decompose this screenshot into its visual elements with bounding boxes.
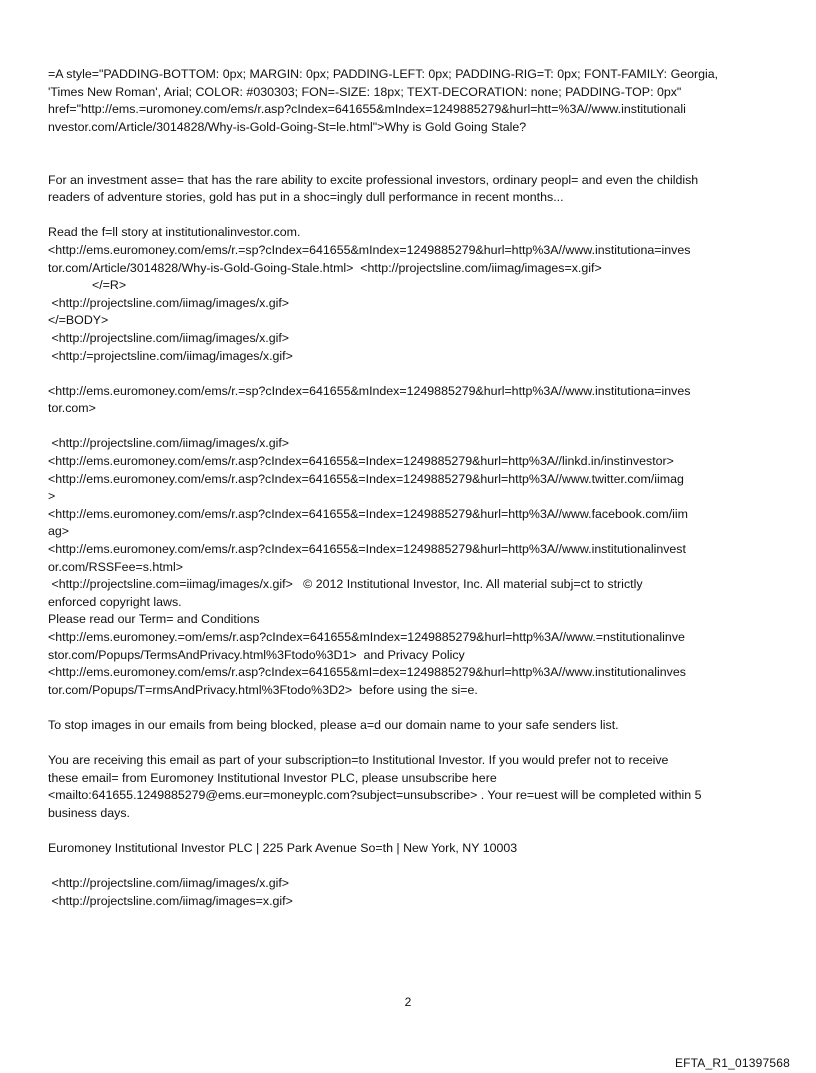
- text-line: these email= from Euromoney Institutional Investor PLC, please unsubscribe here: [48, 770, 497, 785]
- text-line: For an investment asse= that has the rare ability to excite professional investors, ordinary peopl= and even the childish: [48, 172, 699, 187]
- text-line: <http://projectsline.com=iimag/images/x.gif> © 2012 Institutional Investor, Inc. All material subj=ct to strictly: [48, 577, 643, 592]
- text-line: =A style="PADDING-BOTTOM: 0px; MARGIN: 0px; PADDING-LEFT: 0px; PADDING-RIG=T: 0px; FONT-FAMILY: Georgia,: [48, 67, 719, 81]
- text-line: To stop images in our emails from being blocked, please a=d our domain name to your safe senders list.: [48, 717, 619, 732]
- text-line: enforced copyright laws.: [48, 594, 182, 609]
- text-line: readers of adventure stories, gold has put in a shoc=ingly dull performance in recent months...: [48, 190, 564, 205]
- text-line: <http://ems.euromoney.com/ems/r.asp?cIndex=641655&=Index=1249885279&hurl=http%3A//linkd.in/instinvestor>: [48, 454, 674, 469]
- text-line: You are receiving this email as part of your subscription=to Institutional Investor. If you would prefer not to receive: [48, 753, 669, 768]
- text-line: <http://ems.euromoney.com/ems/r.=sp?cIndex=641655&mIndex=1249885279&hurl=http%3A//www.institutiona=inves: [48, 242, 691, 257]
- page-number: 2: [404, 995, 412, 1009]
- text-line: <http://ems.euromoney.=om/ems/r.asp?cIndex=641655&mIndex=1249885279&hurl=http%3A//www.=nstitutionalinve: [48, 630, 685, 644]
- paragraph-image-links: [48, 875, 778, 910]
- text-line: <http://ems.euromoney.com/ems/r.asp?cIndex=641655&mI=dex=1249885279&hurl=http%3A//www.institutionalinves: [48, 665, 686, 680]
- text-line: <http:/=projectsline.com/iimag/images/x.gif>: [48, 348, 293, 363]
- paragraph-intro: [48, 172, 778, 207]
- text-line: nvestor.com/Article/3014828/Why-is-Gold-Going-St=le.html">Why is Gold Going Stale?: [48, 119, 527, 134]
- text-line: >: [48, 489, 56, 504]
- text-line: <http://projectsline.com/iimag/images=x.gif>: [48, 893, 293, 908]
- text-line: </=R>: [92, 278, 127, 293]
- paragraph-address: [48, 840, 778, 858]
- text-line: <http://projectsline.com/iimag/images/x.gif>: [48, 330, 290, 345]
- text-line: tor.com>: [48, 401, 96, 416]
- text-line: stor.com/Popups/TermsAndPrivacy.html%3Ftodo%3D1> and Privacy Policy: [48, 647, 465, 662]
- document-body: [48, 66, 778, 911]
- text-line: <http://projectsline.com/iimag/images/x.gif>: [48, 295, 290, 310]
- text-line: tor.com/Popups/T=rmsAndPrivacy.html%3Ftodo%3D2> before using the si=e.: [48, 682, 478, 697]
- paragraph-unsubscribe: [48, 752, 778, 822]
- text-line: business days.: [48, 805, 130, 820]
- text-line: <http://projectsline.com/iimag/images/x.gif>: [48, 436, 290, 451]
- paragraph-social-links: [48, 435, 778, 699]
- text-line: Euromoney Institutional Investor PLC | 225 Park Avenue So=th | New York, NY 10003: [48, 841, 518, 856]
- text-line: or.com/RSSFee=s.html>: [48, 559, 183, 574]
- text-line: <mailto:641655.1249885279@ems.eur=moneyplc.com?subject=unsubscribe> . Your re=uest will be completed within 5: [48, 788, 702, 803]
- paragraph-link-markup: [48, 66, 778, 136]
- document-id: EFTA_R1_01397568: [674, 1056, 790, 1070]
- text-line: tor.com/Article/3014828/Why-is-Gold-Going-Stale.html> <http://projectsline.com/iimag/images=x.gif>: [48, 260, 602, 275]
- text-line: Read the f=ll story at institutionalinvestor.com.: [48, 225, 301, 240]
- paragraph-read-more: [48, 224, 778, 365]
- text-line: </=BODY>: [48, 313, 109, 328]
- text-line: <http://ems.euromoney.com/ems/r.asp?cIndex=641655&=Index=1249885279&hurl=http%3A//www.facebook.com/iim: [48, 506, 688, 521]
- text-line: <http://projectsline.com/iimag/images/x.gif>: [48, 876, 290, 891]
- text-line: <http://ems.euromoney.com/ems/r.asp?cIndex=641655&=Index=1249885279&hurl=http%3A//www.twitter.com/iimag: [48, 471, 684, 486]
- paragraph-safe-senders: [48, 717, 778, 735]
- text-line: 'Times New Roman', Arial; COLOR: #030303; FON=-SIZE: 18px; TEXT-DECORATION: none; PADDING-TOP: 0px": [48, 84, 682, 99]
- text-line: Please read our Term= and Conditions: [48, 612, 260, 627]
- paragraph-home-link: [48, 383, 778, 418]
- text-line: <http://ems.euromoney.com/ems/r.asp?cIndex=641655&=Index=1249885279&hurl=http%3A//www.institutionalinvest: [48, 542, 686, 557]
- text-line: <http://ems.euromoney.com/ems/r.=sp?cIndex=641655&mIndex=1249885279&hurl=http%3A//www.institutiona=inves: [48, 383, 691, 398]
- text-line: href="http://ems.=uromoney.com/ems/r.asp?cIndex=641655&mIndex=1249885279&hurl=htt=%3A//www.institutionali: [48, 102, 686, 117]
- text-line: ag>: [48, 524, 70, 539]
